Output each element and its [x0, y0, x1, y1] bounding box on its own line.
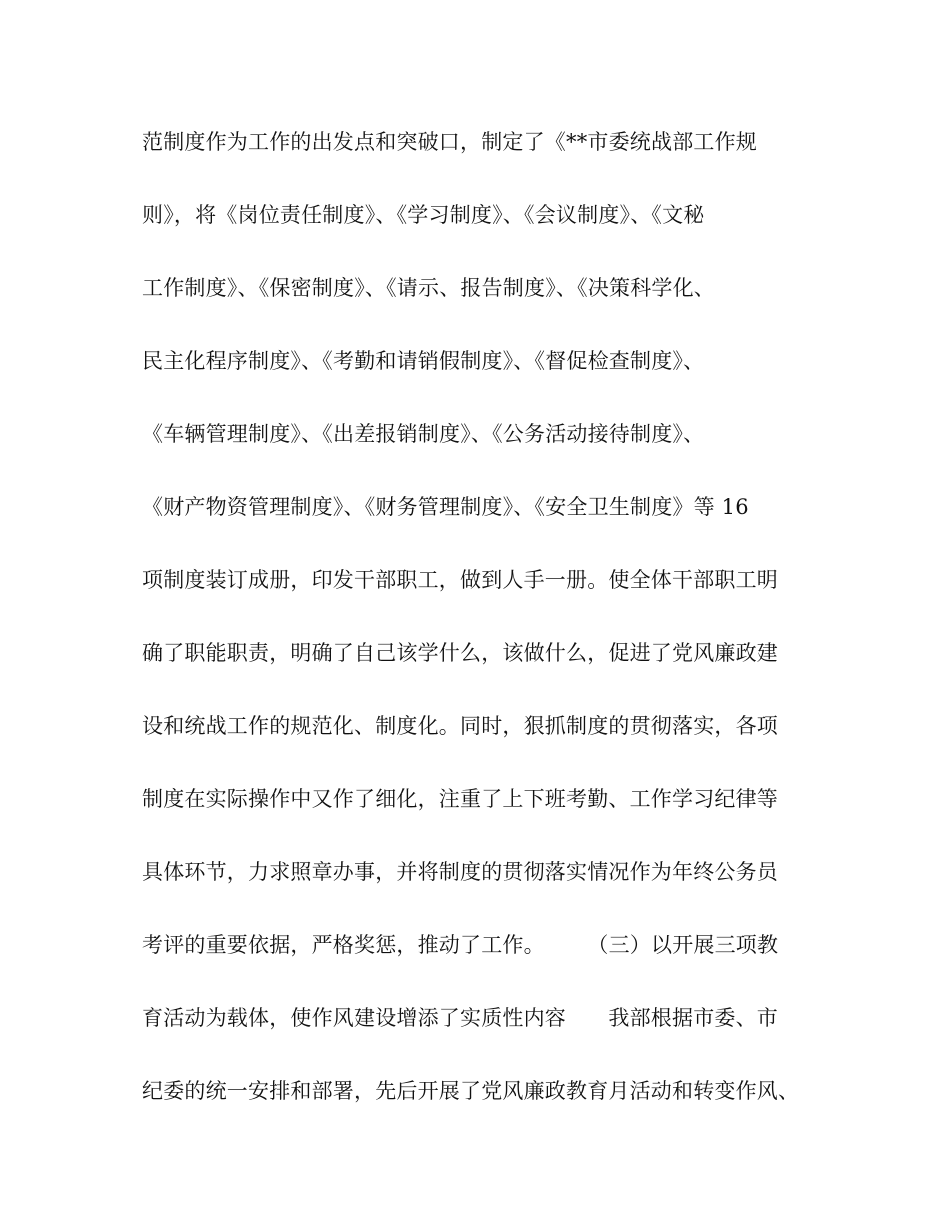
text-line: 制度在实际操作中又作了细化，注重了上下班考勤、工作学习纪律等 [142, 787, 778, 811]
text-line: 工作制度》、《保密制度》、《请示、报告制度》、《决策科学化、 [142, 276, 715, 300]
text-line: 民主化程序制度》、《考勤和请销假制度》、《督促检查制度》、 [142, 349, 705, 373]
text-line: 育活动为载体，使作风建设增添了实质性内容 我部根据市委、市 [142, 1006, 778, 1030]
text-line: 确了职能职责，明确了自己该学什么，该做什么，促进了党风廉政建 [142, 641, 778, 665]
text-line: 项制度装订成册，印发干部职工，做到人手一册。使全体干部职工明 [142, 568, 778, 592]
text-line: 范制度作为工作的出发点和突破口，制定了《**市委统战部工作规 [142, 130, 757, 154]
body-text [142, 127, 822, 1149]
text-line: 《财产物资管理制度》、《财务管理制度》、《安全卫生制度》等 16 [142, 495, 749, 519]
text-line: 具体环节，力求照章办事，并将制度的贯彻落实情况作为年终公务员 [142, 860, 778, 884]
text-line: 设和统战工作的规范化、制度化。同时，狠抓制度的贯彻落实，各项 [142, 714, 778, 738]
text-line: 纪委的统一安排和部署，先后开展了党风廉政教育月活动和转变作风、 [142, 1079, 800, 1103]
text-line: 考评的重要依据，严格奖惩，推动了工作。 （三）以开展三项教 [142, 933, 779, 957]
text-line: 《车辆管理制度》、《出差报销制度》、《公务活动接待制度》、 [142, 422, 705, 446]
text-line: 则》，将《岗位责任制度》、《学习制度》、《会议制度》、《文秘 [142, 203, 705, 227]
